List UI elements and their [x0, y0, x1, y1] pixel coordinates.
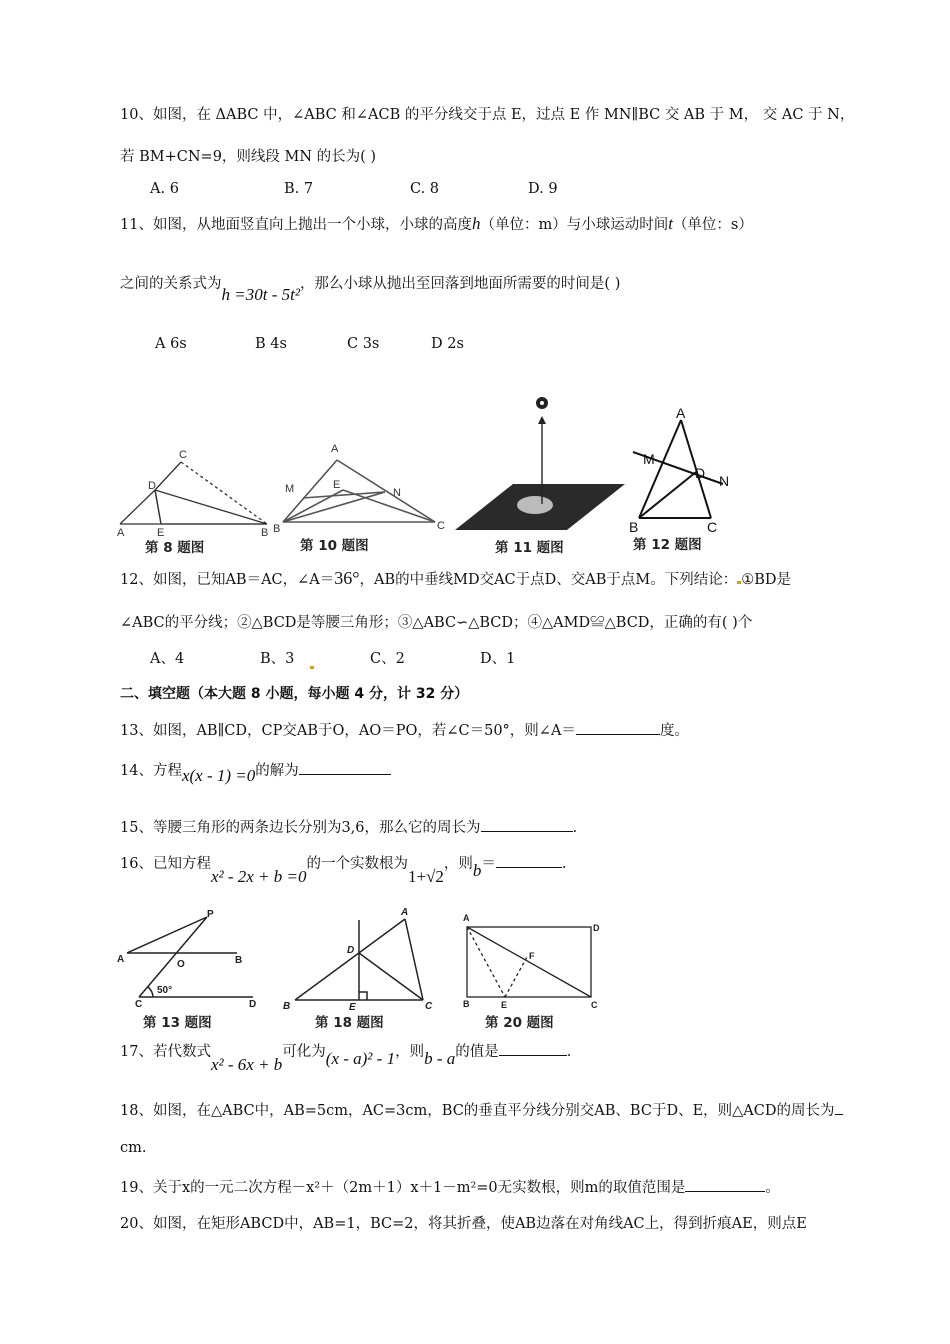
q17-line: [120, 1040, 572, 1074]
q11-text-b: （单位：m）与小球运动时间: [480, 217, 669, 233]
q19-blank[interactable]: [685, 1191, 765, 1192]
fig8-label-a: A: [117, 527, 125, 539]
q12-option-d: D、1: [480, 651, 516, 667]
q11-var-t: t: [668, 214, 673, 233]
q12-line2: ∠ABC的平分线；②△BCD是等腰三角形；③△ABC∽△BCD；④△AMD≌△BCD，正确的有( )个: [120, 615, 753, 631]
fig20-label-b: B: [463, 999, 470, 1009]
q12-text-a: 12、如图，已知AB＝AC，∠A＝: [120, 572, 335, 588]
fig10-label-c: C: [437, 520, 445, 532]
q11-option-a: A 6s: [155, 336, 187, 352]
figure-12: [633, 420, 723, 518]
fig13-label-a: A: [117, 954, 125, 965]
q11-option-c: C 3s: [347, 336, 380, 352]
q17-text-d: 的值是: [455, 1044, 499, 1060]
q17-formula-3: b - a: [424, 1049, 456, 1068]
q15-text-a: 15、等腰三角形的两条边长分别为3,6，那么它的周长为: [120, 820, 481, 836]
fig8-label-b: B: [261, 527, 269, 539]
q16-text-a: 16、已知方程: [120, 856, 211, 872]
figures-row1: [115, 392, 745, 562]
q11-option-d: D 2s: [431, 336, 464, 352]
q16-var-b: b: [472, 861, 482, 880]
fig10-caption: 第 10 题图: [300, 538, 369, 554]
fig12-label-n: N: [719, 473, 730, 489]
q16-text-d: ＝: [481, 856, 496, 872]
q13-text-a: 13、如图，AB∥CD，CP交AB于O，AO＝PO，若∠C＝50°，则∠A＝: [120, 723, 576, 739]
q12-angle: 36°: [334, 568, 360, 588]
q11-line1: [120, 213, 753, 234]
q10-option-c: C. 8: [410, 181, 440, 197]
fig20-label-a: A: [463, 913, 470, 923]
q16-text-b: 的一个实数根为: [306, 856, 408, 872]
q13-blank[interactable]: [576, 734, 660, 735]
q10-line1: 10、如图，在 ΔABC 中，∠ABC 和∠ACB 的平分线交于点 E，过点 E 作 MN∥BC 交 AB 于 M， 交 AC 于 N，: [120, 107, 855, 123]
q16-root: 1+√2: [408, 867, 444, 886]
q19-text-b: 。: [765, 1180, 780, 1196]
fig13-label-p: P: [207, 909, 214, 920]
fig8-label-c: C: [179, 449, 187, 461]
q14-blank[interactable]: [299, 774, 391, 775]
q11-text-e: ，那么小球从抛出至回落到地面所需要的时间是( ): [299, 276, 621, 292]
q17-text-a: 17、若代数式: [120, 1044, 211, 1060]
fig12-label-a: A: [676, 405, 686, 421]
fig8-label-e: E: [157, 527, 165, 539]
q12-line1: [120, 568, 791, 589]
fig12-label-c: C: [707, 519, 718, 535]
figure-8: [120, 462, 267, 524]
q15-text-b: .: [572, 820, 578, 836]
fig10-label-a: A: [331, 443, 339, 455]
fig13-label-angle: 50°: [157, 985, 173, 996]
fig12-caption: 第 12 题图: [633, 537, 702, 553]
fig20-label-c: C: [591, 1000, 598, 1010]
fig18-label-d: D: [347, 945, 355, 956]
q13-line: [120, 719, 689, 740]
q11-line2: [120, 272, 621, 304]
figure-10: [283, 460, 435, 522]
fig10-label-b: B: [273, 523, 281, 535]
q17-text-b: 可化为: [282, 1044, 326, 1060]
q18-blank[interactable]: [835, 1114, 843, 1115]
q15-blank[interactable]: [481, 831, 573, 832]
q14-text-a: 14、方程: [120, 763, 182, 779]
q17-text-e: .: [566, 1044, 572, 1060]
q11-text-a: 11、如图，从地面竖直向上抛出一个小球，小球的高度: [120, 217, 472, 233]
q17-blank[interactable]: [499, 1055, 567, 1056]
q14-line: [120, 759, 391, 785]
q19-line: [120, 1176, 780, 1197]
q18-line1: [120, 1099, 843, 1120]
section2-title: 二、填空题（本大题 8 小题，每小题 4 分，计 32 分）: [120, 686, 469, 702]
q10-option-a: A. 6: [150, 181, 179, 197]
q12-options: [150, 647, 570, 667]
fig20-label-e: E: [501, 1000, 508, 1010]
fig12-label-m: M: [643, 451, 655, 467]
q10-options: [150, 181, 650, 201]
fig10-label-n: N: [393, 487, 401, 499]
fig8-label-d: D: [148, 480, 156, 492]
q10-line2: 若 BM+CN=9，则线段 MN 的长为( ): [120, 149, 377, 165]
q11-option-b: B 4s: [255, 336, 287, 352]
fig13-label-o: O: [177, 959, 185, 970]
figure-20: [467, 927, 591, 997]
q13-text-b: 度。: [659, 723, 689, 739]
q12-text-b: ，AB的中垂线MD交AC于点D、交AB于点M。下列结论：: [359, 572, 738, 588]
q10-option-d: D. 9: [528, 181, 558, 197]
q17-formula-2: (x - a)² - 1: [325, 1049, 396, 1068]
q16-blank[interactable]: [496, 867, 562, 868]
q11-text-d: 之间的关系式为: [120, 276, 222, 292]
fig20-label-d: D: [593, 923, 600, 933]
fig20-caption: 第 20 题图: [485, 1015, 554, 1031]
fig18-label-a: A: [401, 907, 409, 918]
fig20-label-f: F: [529, 951, 535, 961]
q10-option-b: B. 7: [284, 181, 314, 197]
fig10-label-m: M: [285, 483, 295, 495]
q11-var-h: h: [471, 214, 481, 233]
q11-options: [155, 336, 555, 356]
q16-line: [120, 852, 567, 886]
q12-option-a: A、4: [150, 651, 185, 667]
figures-row2: [115, 905, 615, 1035]
q16-formula: x² - 2x + b =0: [210, 867, 307, 886]
fig12-label-d: D: [695, 465, 706, 481]
fig18-label-b: B: [283, 1001, 291, 1012]
q14-formula: x(x - 1) =0: [181, 766, 256, 785]
q12-option-c: C、2: [370, 651, 405, 667]
q11-text-c: （单位：s）: [672, 217, 753, 233]
fig10-label-e: E: [333, 479, 341, 491]
fig18-label-c: C: [425, 1001, 433, 1012]
fig11-caption: 第 11 题图: [495, 540, 564, 556]
fig13-label-b: B: [235, 955, 243, 966]
q18-text-a: 18、如图，在△ABC中，AB=5cm，AC=3cm，BC的垂直平分线分别交AB、BC于D、E，则△ACD的周长为: [120, 1103, 835, 1119]
fig18-label-e: E: [349, 1002, 356, 1013]
q14-text-b: 的解为: [255, 763, 299, 779]
q16-text-e: .: [561, 856, 567, 872]
q17-formula-1: x² - 6x + b: [210, 1055, 283, 1074]
fig8-caption: 第 8 题图: [145, 540, 205, 556]
fig13-label-d: D: [249, 999, 257, 1010]
fig13-caption: 第 13 题图: [143, 1015, 212, 1031]
q19-text-a: 19、关于x的一元二次方程－x²＋（2m＋1）x＋1－m²=0无实数根，则m的取值范围是: [120, 1180, 686, 1196]
q12-option-b: B、3: [260, 651, 295, 667]
q15-line: [120, 816, 577, 837]
q20-line1: 20、如图，在矩形ABCD中，AB=1，BC=2，将其折叠，使AB边落在对角线AC上，得到折痕AE，则点E: [120, 1216, 807, 1232]
q12-text-c: ①BD是: [741, 572, 792, 588]
q16-text-c: ，则: [443, 856, 473, 872]
figure-18: [295, 919, 423, 1000]
fig18-caption: 第 18 题图: [315, 1015, 384, 1031]
q17-text-c: ，则: [395, 1044, 425, 1060]
fig12-label-b: B: [629, 519, 639, 535]
q18-line2: cm.: [120, 1140, 147, 1156]
fig13-label-c: C: [135, 999, 143, 1010]
figure-11: [455, 397, 625, 530]
q11-formula: h =30t - 5t²: [221, 285, 300, 304]
